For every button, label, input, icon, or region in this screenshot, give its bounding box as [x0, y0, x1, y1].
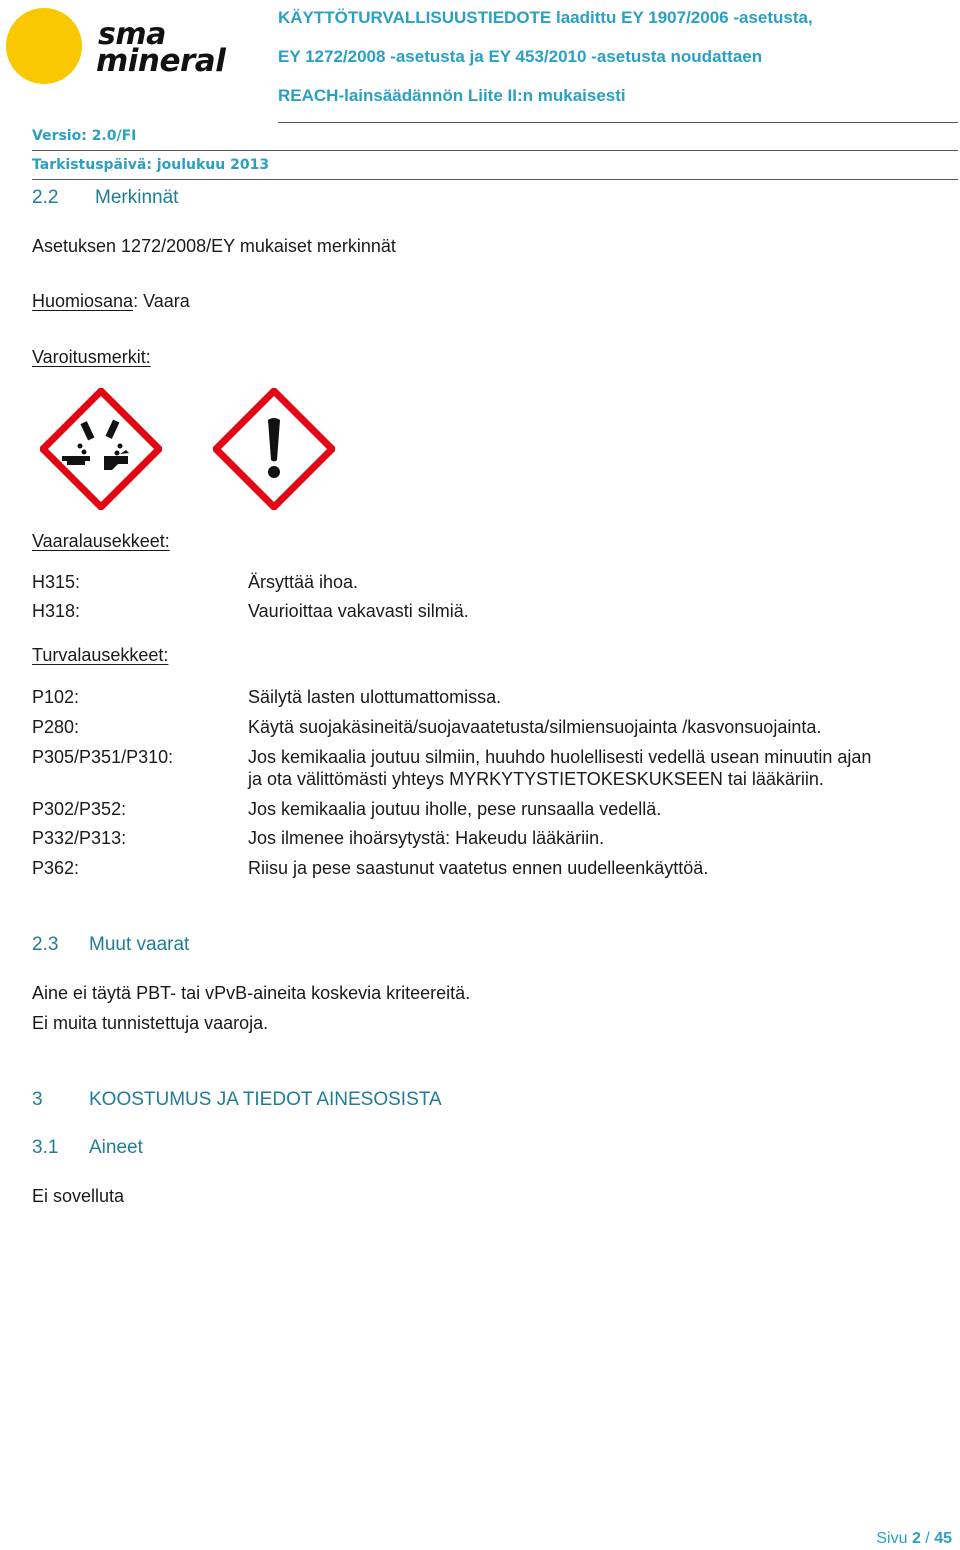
section-2-3-heading [32, 934, 189, 956]
regulation-text: Asetuksen 1272/2008/EY mukaiset merkinnät [32, 236, 396, 256]
logo-text-mineral: mineral [96, 43, 226, 79]
precaution-text: Jos kemikaalia joutuu iholle, pese runsaalla vedellä. [248, 799, 662, 819]
page-prefix: Sivu [876, 1530, 912, 1547]
hazard-text: Ärsyttää ihoa. [248, 572, 359, 592]
header-title-line-2: EY 1272/2008 -asetusta ja EY 453/2010 -asetusta noudattaen [278, 47, 763, 66]
section-number: 2.3 [32, 934, 59, 955]
header-divider-top [278, 122, 958, 123]
header-title-line-3: REACH-lainsäädännön Liite II:n mukaisesti [278, 86, 626, 105]
precaution-text: Säilytä lasten ulottumattomissa. [248, 687, 502, 707]
hazard-text: Vaurioittaa vakavasti silmiä. [248, 601, 469, 621]
precaution-code: P102: [32, 687, 80, 707]
logo-sun-icon [6, 8, 82, 84]
exclamation-mark-pictogram-icon [213, 388, 335, 510]
section-title: Merkinnät [95, 187, 179, 208]
hazard-code: H315: [32, 572, 81, 592]
pictograms-label: Varoitusmerkit: [32, 347, 151, 367]
document-version: Versio: 2.0/FI [32, 128, 137, 144]
section-3-heading [32, 1089, 442, 1111]
precaution-text: Jos kemikaalia joutuu silmiin, huuhdo huolellisesti vedellä usean minuutin ajan [248, 747, 872, 767]
precaution-code: P302/P352: [32, 799, 127, 819]
section-title: KOOSTUMUS JA TIEDOT AINESOSISTA [89, 1089, 442, 1110]
page-current: 2 [911, 1530, 921, 1547]
substances-text: Ei sovelluta [32, 1186, 125, 1206]
section-2-2-heading [32, 187, 178, 209]
logo-text-sma: sma [98, 17, 166, 52]
precaution-text: Riisu ja pese saastunut vaatetus ennen uudelleenkäyttöä. [248, 858, 709, 878]
signal-word-value: : Vaara [133, 291, 190, 311]
hazard-statements-label: Vaaralausekkeet: [32, 531, 170, 551]
section-number: 2.2 [32, 187, 59, 208]
precaution-text-continued: ja ota välittömästi yhteys MYRKYTYSTIETOKESKUKSEEN tai lääkäriin. [248, 769, 824, 789]
company-logo [6, 8, 268, 84]
header-divider-bottom [32, 179, 958, 180]
hazard-code: H318: [32, 601, 81, 621]
header-divider-middle [32, 150, 958, 151]
page-number [876, 1530, 952, 1548]
section-title: Muut vaarat [89, 934, 190, 955]
signal-word-label: Huomiosana [32, 291, 134, 311]
section-number: 3 [32, 1089, 43, 1110]
corrosion-pictogram-icon [40, 388, 162, 510]
precaution-code: P305/P351/P310: [32, 747, 174, 767]
section-3-1-heading [32, 1137, 143, 1159]
signal-word [32, 290, 190, 312]
precaution-code: P362: [32, 858, 80, 878]
page-separator: / [920, 1530, 935, 1547]
precautionary-statements-label: Turvalausekkeet: [32, 645, 169, 665]
revision-date: Tarkistuspäivä: joulukuu 2013 [32, 157, 270, 173]
other-hazards-line-2: Ei muita tunnistettuja vaaroja. [32, 1013, 269, 1033]
precaution-text: Jos ilmenee ihoärsytystä: Hakeudu lääkäriin. [248, 828, 605, 848]
other-hazards-line-1: Aine ei täytä PBT- tai vPvB-aineita koskevia kriteereitä. [32, 983, 471, 1003]
section-number: 3.1 [32, 1137, 59, 1158]
precaution-code: P280: [32, 717, 80, 737]
section-title: Aineet [89, 1137, 143, 1158]
precaution-code: P332/P313: [32, 828, 127, 848]
precaution-text: Käytä suojakäsineitä/suojavaatetusta/silmiensuojainta /kasvonsuojainta. [248, 717, 822, 737]
page-total: 45 [934, 1530, 952, 1547]
header-title-line-1: KÄYTTÖTURVALLISUUSTIEDOTE laadittu EY 1907/2006 -asetusta, [278, 8, 813, 27]
